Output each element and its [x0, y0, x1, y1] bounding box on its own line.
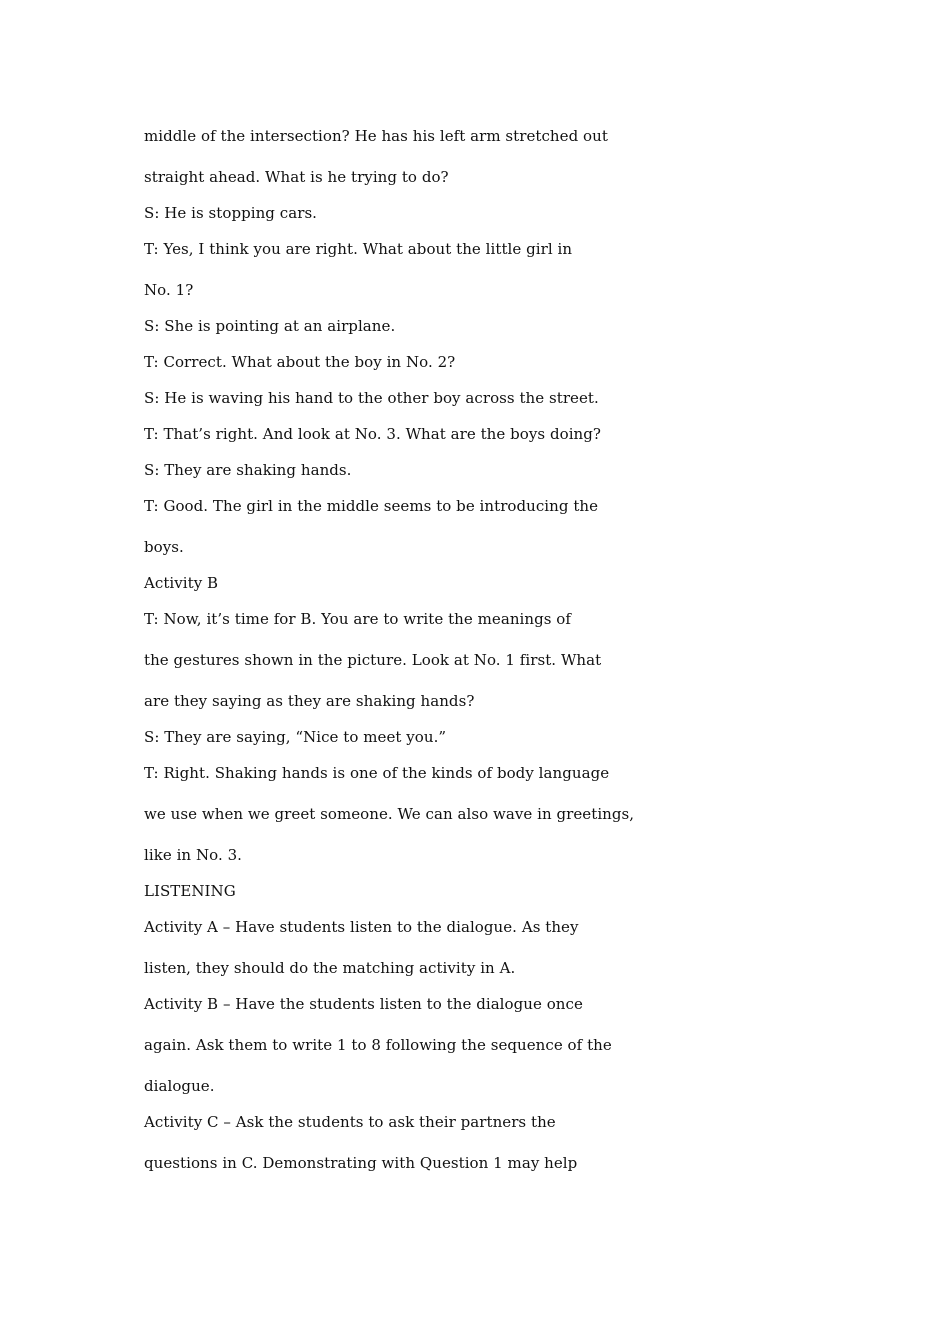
text-line-4: T: Yes, I think you are right. What about the little girl in	[144, 240, 573, 258]
text-line-27: Activity C – Ask the students to ask their partners the	[144, 1113, 556, 1131]
text-line-24: Activity B – Have the students listen to the dialogue once	[144, 995, 583, 1013]
text-line-28: questions in C. Demonstrating with Question 1 may help	[144, 1154, 578, 1172]
text-line-9: T: That’s right. And look at No. 3. What are the boys doing?	[144, 425, 601, 443]
text-line-25: again. Ask them to write 1 to 8 following the sequence of the	[144, 1036, 612, 1054]
text-line-26: dialogue.	[144, 1077, 215, 1095]
text-line-14: T: Now, it’s time for B. You are to write the meanings of	[144, 610, 571, 628]
text-line-12: boys.	[144, 538, 184, 556]
section-heading-activity-b: Activity B	[144, 574, 219, 592]
text-line-15: the gestures shown in the picture. Look at No. 1 first. What	[144, 651, 602, 669]
text-line-8: S: He is waving his hand to the other boy across the street.	[144, 389, 599, 407]
text-line-20: like in No. 3.	[144, 846, 242, 864]
text-line-7: T: Correct. What about the boy in No. 2?	[144, 353, 456, 371]
text-line-23: listen, they should do the matching activity in A.	[144, 959, 516, 977]
text-line-16: are they saying as they are shaking hands?	[144, 692, 475, 710]
text-line-3: S: He is stopping cars.	[144, 204, 318, 222]
text-line-10: S: They are shaking hands.	[144, 461, 352, 479]
section-heading-listening: LISTENING	[144, 882, 236, 900]
text-line-5: No. 1?	[144, 281, 194, 299]
text-line-1: middle of the intersection? He has his left arm stretched out	[144, 127, 608, 145]
text-line-17: S: They are saying, “Nice to meet you.”	[144, 728, 447, 746]
text-line-18: T: Right. Shaking hands is one of the kinds of body language	[144, 764, 610, 782]
document-body	[144, 122, 656, 1178]
text-line-2: straight ahead. What is he trying to do?	[144, 168, 449, 186]
text-line-11: T: Good. The girl in the middle seems to be introducing the	[144, 497, 599, 515]
text-line-19: we use when we greet someone. We can also wave in greetings,	[144, 805, 635, 823]
text-line-22: Activity A – Have students listen to the dialogue. As they	[144, 918, 579, 936]
text-line-6: S: She is pointing at an airplane.	[144, 317, 396, 335]
